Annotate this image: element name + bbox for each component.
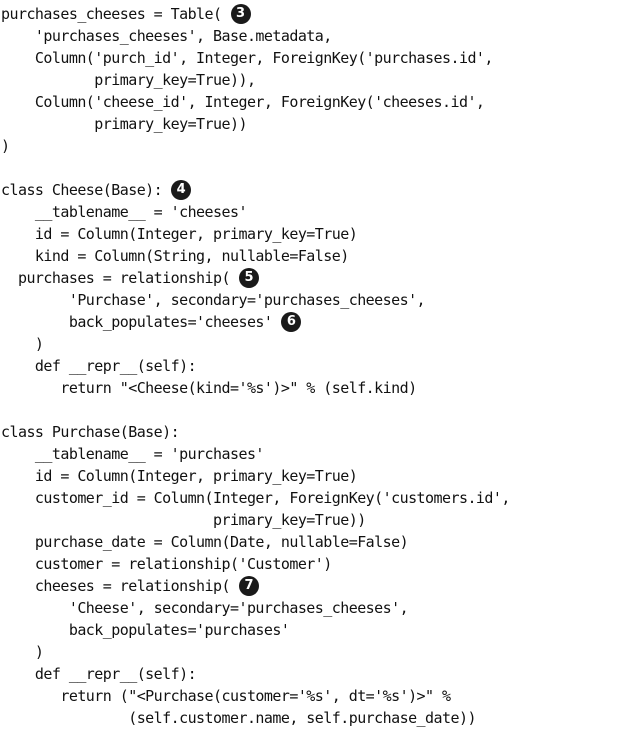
code-line <box>1 47 615 69</box>
code-line <box>1 135 615 157</box>
code-line <box>1 377 615 399</box>
code-text: class Cheese(Base): <box>1 181 163 199</box>
code-line <box>1 25 615 47</box>
callout-number-badge: 3 <box>231 4 251 24</box>
code-line <box>1 157 615 179</box>
code-line <box>1 3 615 25</box>
code-line <box>1 465 615 487</box>
code-text: 'purchases_cheeses', Base.metadata, <box>1 27 332 45</box>
code-text: purchase_date = Column(Date, nullable=False) <box>1 533 409 551</box>
code-line <box>1 421 615 443</box>
code-text: purchases_cheeses = Table( <box>1 5 222 23</box>
code-line <box>1 619 615 641</box>
code-line <box>1 311 615 333</box>
code-line <box>1 663 615 685</box>
code-text: purchases = relationship( <box>1 269 230 287</box>
code-text: id = Column(Integer, primary_key=True) <box>1 467 358 485</box>
code-text: 'Purchase', secondary='purchases_cheeses', <box>1 291 426 309</box>
code-line <box>1 355 615 377</box>
code-line <box>1 245 615 267</box>
code-line <box>1 91 615 113</box>
code-text: return ("<Purchase(customer='%s', dt='%s')>" % <box>1 687 451 705</box>
code-text: __tablename__ = 'cheeses' <box>1 203 247 221</box>
code-text: return "<Cheese(kind='%s')>" % (self.kind) <box>1 379 417 397</box>
code-text: (self.customer.name, self.purchase_date)) <box>1 709 476 727</box>
code-text: ) <box>1 137 10 155</box>
code-text: ) <box>1 335 44 353</box>
code-text: id = Column(Integer, primary_key=True) <box>1 225 358 243</box>
code-line <box>1 179 615 201</box>
code-line <box>1 223 615 245</box>
code-line <box>1 509 615 531</box>
code-text: customer = relationship('Customer') <box>1 555 332 573</box>
code-line <box>1 707 615 729</box>
code-line <box>1 443 615 465</box>
code-line <box>1 531 615 553</box>
code-line <box>1 685 615 707</box>
code-line <box>1 487 615 509</box>
code-text: ) <box>1 643 44 661</box>
code-line <box>1 553 615 575</box>
code-line <box>1 69 615 91</box>
code-line <box>1 289 615 311</box>
code-text: back_populates='cheeses' <box>1 313 273 331</box>
callout-number-badge: 6 <box>281 312 301 332</box>
callout-number-badge: 5 <box>239 268 259 288</box>
code-text: primary_key=True)) <box>1 115 247 133</box>
code-line <box>1 597 615 619</box>
code-text: Column('cheese_id', Integer, ForeignKey('cheeses.id', <box>1 93 485 111</box>
code-listing <box>1 3 615 729</box>
code-text: 'Cheese', secondary='purchases_cheeses', <box>1 599 409 617</box>
callout-number-badge: 4 <box>171 180 191 200</box>
code-line <box>1 201 615 223</box>
code-line <box>1 333 615 355</box>
code-text: cheeses = relationship( <box>1 577 230 595</box>
code-text: customer_id = Column(Integer, ForeignKey('customers.id', <box>1 489 510 507</box>
code-line <box>1 641 615 663</box>
code-text: kind = Column(String, nullable=False) <box>1 247 349 265</box>
code-line <box>1 113 615 135</box>
code-text: class Purchase(Base): <box>1 423 180 441</box>
code-text: def __repr__(self): <box>1 357 197 375</box>
code-text: Column('purch_id', Integer, ForeignKey('purchases.id', <box>1 49 493 67</box>
code-text: back_populates='purchases' <box>1 621 290 639</box>
code-text: def __repr__(self): <box>1 665 197 683</box>
code-text: primary_key=True)) <box>1 511 366 529</box>
code-text: primary_key=True)), <box>1 71 256 89</box>
code-line <box>1 399 615 421</box>
callout-number-badge: 7 <box>239 576 259 596</box>
code-line <box>1 267 615 289</box>
code-text: __tablename__ = 'purchases' <box>1 445 264 463</box>
code-line <box>1 575 615 597</box>
